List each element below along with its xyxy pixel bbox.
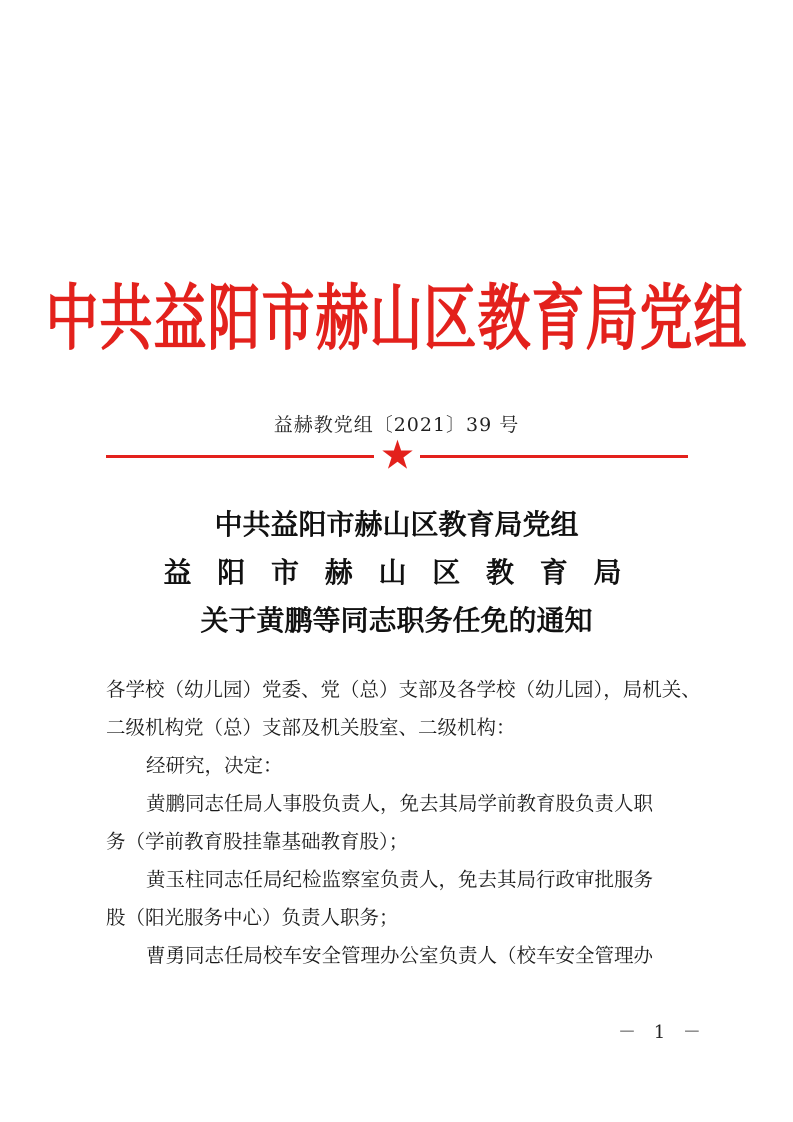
appointment-item-2-line-2: 股（阳光服务中心）负责人职务；: [106, 906, 399, 929]
notice-title-line-3: 关于黄鹏等同志职务任免的通知: [200, 604, 593, 637]
red-divider-left: [106, 455, 374, 458]
notice-title-line-1: 中共益阳市赫山区教育局党组: [214, 508, 579, 541]
appointment-item-2-line-1: 黄玉柱同志任局纪检监察室负责人，免去其局行政审批服务: [146, 868, 654, 891]
decision-intro: 经研究，决定：: [146, 754, 283, 777]
notice-title-line-2: 益 阳 市 赫 山 区 教 育 局: [163, 556, 630, 589]
appointment-item-1-line-1: 黄鹏同志任局人事股负责人，免去其局学前教育股负责人职: [146, 792, 654, 815]
masthead-title: 中共益阳市赫山区教育局党组: [45, 278, 748, 361]
salutation-line-1: 各学校（幼儿园）党委、党（总）支部及各学校（幼儿园），局机关、: [106, 678, 701, 701]
notice-body: [106, 671, 701, 975]
appointment-item-1-line-2: 务（学前教育股挂靠基础教育股）；: [106, 830, 409, 853]
star-icon: [381, 438, 414, 471]
red-divider-right: [420, 455, 688, 458]
salutation-line-2: 二级机构党（总）支部及机关股室、二级机构：: [106, 716, 516, 739]
appointment-item-3-line-1: 曹勇同志任局校车安全管理办公室负责人（校车安全管理办: [146, 944, 654, 967]
document-number: 益赫教党组〔2021〕39 号: [273, 414, 520, 436]
page-number: － 1 －: [618, 1022, 707, 1043]
